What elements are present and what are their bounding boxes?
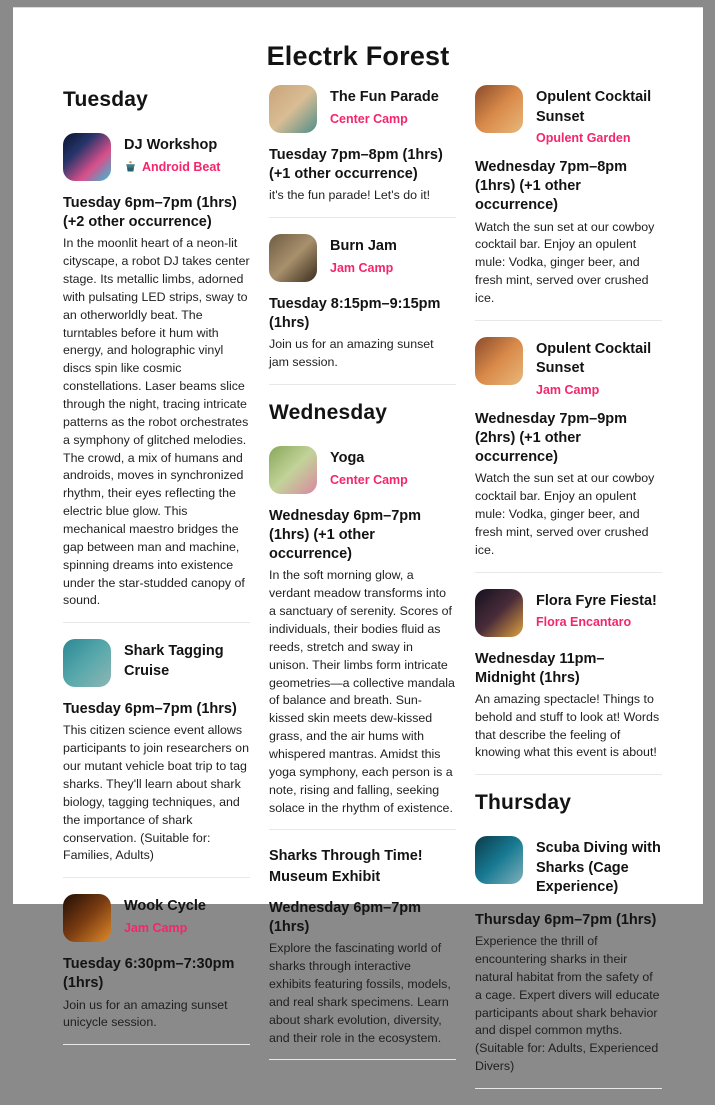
event-time: Thursday 6pm–7pm (1hrs) xyxy=(475,911,657,928)
event-time: Wednesday 6pm–7pm (1hrs) xyxy=(269,900,422,936)
event-title: Opulent Cocktail Sunset xyxy=(536,89,652,125)
event-description: Join us for an amazing sunset jam session. xyxy=(269,337,434,370)
event-camp: Center Camp xyxy=(330,111,408,126)
column-1 xyxy=(63,85,250,1105)
event-camp: Center Camp xyxy=(330,472,408,487)
event-description: This citizen science event allows participants to join researchers on our mutant vehicle boat trip to tag sharks. They'll learn about shark biology, tagging techniques, and the importance of shark conservation. (Suitable for: Families, Adults) xyxy=(63,723,249,863)
event-camp: Jam Camp xyxy=(330,260,394,275)
event-description: Watch the sun set at our cowboy cocktail bar. Enjoy an opulent mule: Vodka, ginger beer, and fresh mint, served over crushed ice. xyxy=(475,219,655,305)
event-description: An amazing spectacle! Things to behold and stuff to look at! Words that describe the feeling of knowing what this event is about! xyxy=(475,691,660,760)
event-description: In the moonlit heart of a neon-lit cityscape, a robot DJ takes center stage. Its metallic limbs, adorned with pulsating LED strips, sway to an otherworldly beat. The turntables before it hum with energy, and holographic vinyl discs spin like cosmic constellations. Laser beams slice through the night, tracing intricate patterns as the robot orchestrates a symphony of glitched melodies. The crowd, a mix of humans and androids, moves in synchronized rhythm, their eyes reflecting the electric blue glow. This mechanical maestro bridges the gap between man and machine, spinning dreams into existence under the star-studded canopy of sound. xyxy=(63,236,250,608)
event-thumbnail-shark-tagging xyxy=(63,639,111,687)
event-time: Wednesday 11pm–Midnight (1hrs) xyxy=(475,650,605,686)
event-camp: Jam Camp xyxy=(536,382,600,397)
event-scuba-diving xyxy=(475,836,662,1089)
divider xyxy=(269,384,456,385)
event-title: Burn Jam xyxy=(330,238,397,255)
column-3 xyxy=(475,85,662,1105)
event-title: Opulent Cocktail Sunset xyxy=(536,340,652,377)
day-heading-thursday: Thursday xyxy=(475,791,572,815)
divider xyxy=(63,877,250,878)
event-thumbnail-opulent-garden xyxy=(475,85,523,133)
divider xyxy=(269,217,456,218)
event-thumbnail-burn-jam xyxy=(269,234,317,282)
event-time: Tuesday 6:30pm–7:30pm (1hrs) xyxy=(63,956,235,992)
event-thumbnail-opulent-jam xyxy=(475,337,523,385)
day-heading-tuesday: Tuesday xyxy=(63,88,149,111)
event-title: Wook Cycle xyxy=(124,898,206,915)
event-thumbnail-scuba xyxy=(475,836,523,884)
event-thumbnail-flora-fyre xyxy=(475,589,523,637)
document-page xyxy=(13,7,703,1074)
cupcake-icon xyxy=(124,160,137,173)
event-thumbnail-fun-parade xyxy=(269,85,317,133)
event-thumbnail-yoga xyxy=(269,446,317,494)
event-yoga xyxy=(269,446,456,830)
event-title: The Fun Parade xyxy=(330,89,439,105)
columns-container xyxy=(13,85,703,1105)
event-title: Yoga xyxy=(330,450,365,467)
page-title: Electrk Forest xyxy=(266,41,450,71)
divider xyxy=(269,1059,456,1060)
event-dj-workshop xyxy=(63,133,250,623)
event-description: Join us for an amazing sunset unicycle session. xyxy=(63,997,228,1030)
event-fun-parade xyxy=(269,85,456,218)
event-camp: Flora Encantaro xyxy=(536,615,632,630)
event-wook-cycle xyxy=(63,894,250,1045)
event-flora-fyre-fiesta xyxy=(475,589,662,776)
divider xyxy=(475,774,662,775)
event-description: Explore the fascinating world of sharks through interactive exhibits featuring fossils, models, and real shark specimens. Learn about shark evolution, diversity, and their role in the ecosystem. xyxy=(269,941,451,1045)
event-title: Scuba Diving with Sharks (Cage Experience) xyxy=(536,840,661,896)
event-title: Shark Tagging Cruise xyxy=(124,643,224,679)
event-shark-tagging-cruise xyxy=(63,639,250,878)
event-description: Watch the sun set at our cowboy cocktail bar. Enjoy an opulent mule: Vodka, ginger beer, and fresh mint, served over crushed ice. xyxy=(475,471,655,557)
event-thumbnail-dj-workshop xyxy=(63,133,111,181)
event-time: Wednesday 7pm–8pm (1hrs) (+1 other occurrence) xyxy=(475,159,628,214)
event-time: Tuesday 6pm–7pm (1hrs) xyxy=(63,701,237,718)
event-time: Tuesday 6pm–7pm (1hrs) (+2 other occurrence) xyxy=(63,195,237,231)
event-camp: Jam Camp xyxy=(124,920,188,935)
event-description: Experience the thrill of encountering sharks in their natural habitat from the safety of a cage. Expert divers will educate participants about shark behavior and dispel common myths. (Suitable for: Adults, Experienced Divers) xyxy=(475,934,660,1074)
divider xyxy=(63,622,250,623)
divider xyxy=(63,1044,250,1045)
event-burn-jam xyxy=(269,234,456,385)
event-opulent-cocktail-garden xyxy=(475,85,662,321)
divider xyxy=(475,1088,662,1089)
event-sharks-museum xyxy=(269,846,456,1060)
event-title: Sharks Through Time! Museum Exhibit xyxy=(269,848,423,885)
event-description: In the soft morning glow, a verdant meadow transforms into a sanctuary of serenity. Scores of individuals, their bodies fluid as reeds, stretch and sway in unison. Their limbs form intricate geometries—a collective mandala of balance and breath. Sun-kissed skin meets dew-kissed grass, and the air hums with whispered mantras. Amidst this yoga symphony, each person is a note, rising and falling, seeking solace in the rhythm of existence. xyxy=(269,568,455,815)
event-time: Wednesday 7pm–9pm (2hrs) (+1 other occurrence) xyxy=(475,410,628,466)
event-time: Tuesday 7pm–8pm (1hrs) (+1 other occurrence) xyxy=(269,147,443,183)
event-thumbnail-wook-cycle xyxy=(63,894,111,942)
event-description: it's the fun parade! Let's do it! xyxy=(269,188,431,203)
event-time: Tuesday 8:15pm–9:15pm (1hrs) xyxy=(269,296,441,332)
divider xyxy=(475,320,662,321)
event-opulent-cocktail-jam xyxy=(475,337,662,573)
column-2 xyxy=(269,85,456,1105)
event-time: Wednesday 6pm–7pm (1hrs) (+1 other occurrence) xyxy=(269,508,422,563)
event-title: DJ Workshop xyxy=(124,137,218,153)
event-camp: Android Beat xyxy=(124,160,220,174)
event-title: Flora Fyre Fiesta! xyxy=(536,592,657,609)
divider xyxy=(475,572,662,573)
event-camp: Opulent Garden xyxy=(536,131,631,146)
day-heading-wednesday: Wednesday xyxy=(269,401,388,425)
divider xyxy=(269,829,456,830)
